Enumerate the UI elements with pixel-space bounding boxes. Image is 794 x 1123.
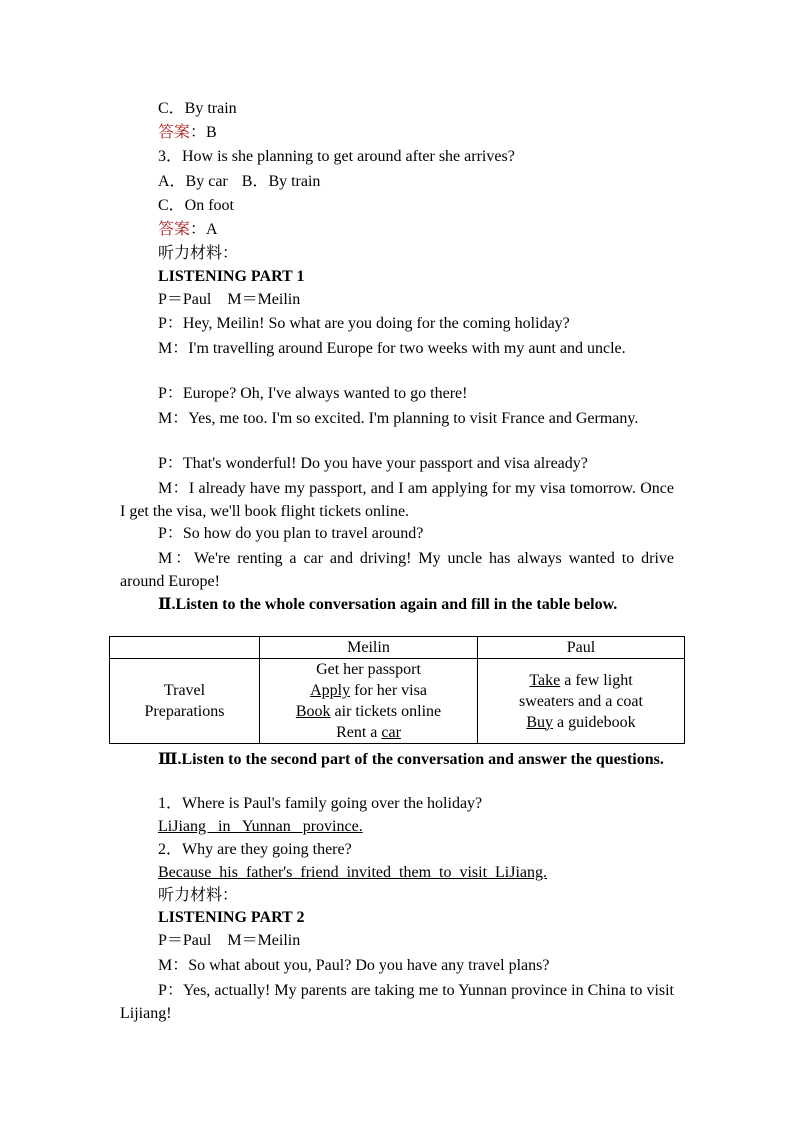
filled-blank: Apply (310, 682, 351, 699)
material-label-1: 听力材料： (158, 245, 239, 262)
filled-blank: Book (295, 703, 331, 720)
answer-value: ：A (190, 221, 218, 238)
s3-answer-2: Because his father's friend invited them to visit LiJiang. (158, 864, 548, 881)
material-label-2: 听力材料： (158, 887, 239, 904)
dialogue-line: P：So how do you plan to travel around? (158, 525, 424, 542)
q2-answer (158, 122, 217, 144)
dialogue-line: M：I already have my passport, and I am applying for my visa tomorrow. Once I get the visa, we'll book flight tickets online. (120, 480, 674, 520)
q3-option-b: B．By train (241, 173, 321, 190)
filled-blank: Buy (526, 713, 553, 731)
filled-blank: car (381, 724, 401, 741)
table-header-empty (110, 637, 260, 659)
speakers-1: P＝Paul M＝Meilin (158, 291, 301, 308)
table-cell-meilin: Get her passport Apply for her visa Book air tickets online Rent a car (260, 659, 478, 744)
dialogue-line: P：Europe? Oh, I've always wanted to go there! (158, 385, 468, 402)
dialogue-line: P：That's wonderful! Do you have your passport and visa already? (158, 455, 588, 472)
s3-question-1: 1．Where is Paul's family going over the holiday? (158, 795, 483, 812)
dialogue-line: M：I'm travelling around Europe for two weeks with my aunt and uncle. (158, 340, 626, 357)
travel-preparations-table (109, 636, 685, 744)
section-2-instruction: Ⅱ.Listen to the whole conversation again and fill in the table below. (158, 596, 618, 613)
speakers-2: P＝Paul M＝Meilin (158, 932, 301, 949)
table-cell-paul: Take a few light sweaters and a coat Buy a guidebook (478, 659, 685, 744)
listening-part-2-title: LISTENING PART 2 (158, 909, 305, 926)
dialogue-line: M：We're renting a car and driving! My uncle has always wanted to drive around Europe! (120, 550, 674, 590)
filled-blank: Take (529, 671, 561, 689)
dialogue-line: M：Yes, me too. I'm so excited. I'm planning to visit France and Germany. (158, 410, 639, 427)
q3-answer (158, 219, 218, 241)
q3-options-ab (158, 171, 320, 193)
dialogue-line: M：So what about you, Paul? Do you have any travel plans? (158, 957, 550, 974)
answer-label: 答案 (158, 221, 191, 238)
q3-option-a: A．By car (158, 173, 228, 190)
section-3-number: Ⅲ (158, 751, 178, 768)
table-header-meilin: Meilin (260, 637, 478, 659)
s3-question-2: 2．Why are they going there? (158, 841, 352, 858)
section-2-number: Ⅱ (158, 596, 172, 613)
table-row-label: Travel Preparations (110, 659, 260, 744)
dialogue-line: P：Hey, Meilin! So what are you doing for the coming holiday? (158, 315, 570, 332)
q2-option-c: C．By train (158, 100, 237, 117)
section-3-instruction: Ⅲ.Listen to the second part of the conversation and answer the questions. (158, 751, 664, 768)
answer-value: ：B (190, 124, 217, 141)
s3-answer-1: LiJiang in Yunnan province. (158, 818, 363, 835)
table-header-paul: Paul (478, 637, 685, 659)
dialogue-line: P：Yes, actually! My parents are taking me to Yunnan province in China to visit Lijiang! (120, 982, 674, 1022)
answer-label: 答案 (158, 124, 191, 141)
q3-question: 3．How is she planning to get around after she arrives? (158, 148, 515, 165)
listening-part-1-title: LISTENING PART 1 (158, 268, 305, 285)
q3-option-c: C．On foot (158, 197, 235, 214)
